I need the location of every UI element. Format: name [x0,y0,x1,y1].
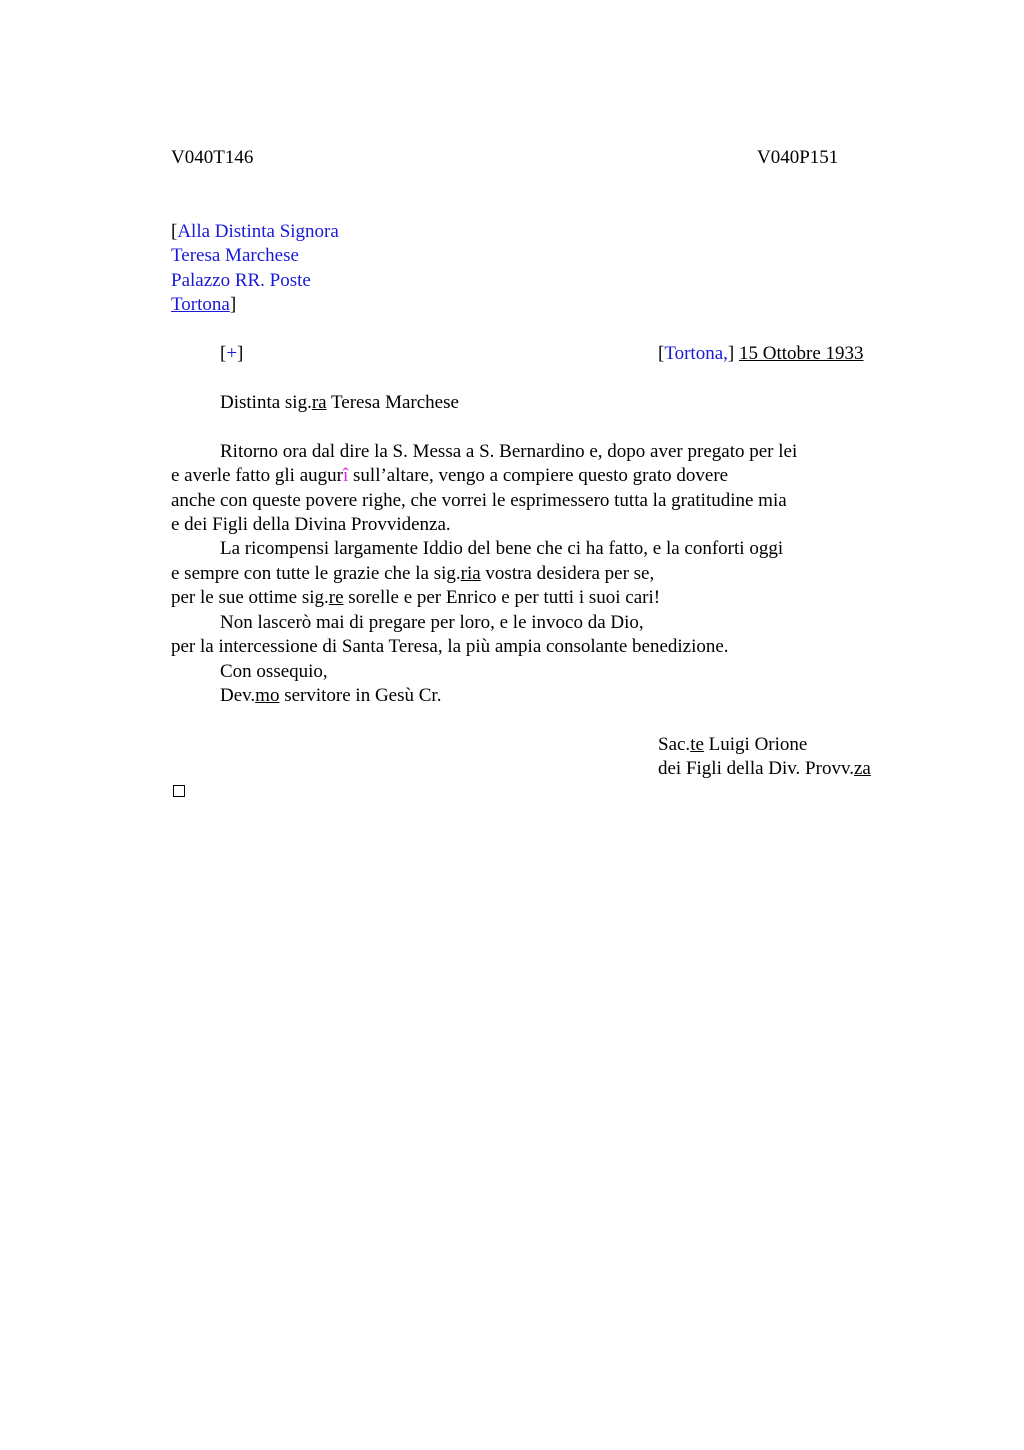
document-code-right: V040P151 [757,147,839,168]
body-line: Con ossequio, [220,661,328,682]
body-line: per la intercessione di Santa Teresa, la più ampia consolante benedizione. [171,636,729,657]
body-line: e sempre con tutte le grazie che la sig.ria vostra desidera per se, [171,563,655,584]
salutation: Distinta sig.ra Teresa Marchese [220,392,459,413]
body-line: e averle fatto gli augurî sull’altare, vengo a compiere questo grato dovere [171,465,729,486]
end-square-icon [173,785,185,797]
body-line: per le sue ottime sig.re sorelle e per Enrico e per tutti i suoi cari! [171,587,661,608]
body-line: anche con queste povere righe, che vorrei le esprimessero tutta la gratitudine mia [171,490,787,511]
address-line-4: Tortona] [171,294,237,315]
signature-line-2: dei Figli della Div. Provv.za [658,758,871,779]
document-code-left: V040T146 [171,147,254,168]
address-line-1: [Alla Distinta Signora [171,221,339,242]
body-line: e dei Figli della Divina Provvidenza. [171,514,451,535]
body-line: La ricompensi largamente Iddio del bene che ci ha fatto, e la conforti oggi [220,538,784,559]
signature-line-1: Sac.te Luigi Orione [658,734,808,755]
letter-date: 15 Ottobre 1933 [738,343,864,364]
address-line-2: Teresa Marchese [171,245,299,266]
cross-mark: [+] [220,343,244,364]
address-line-3: Palazzo RR. Poste [171,270,311,291]
body-line: Non lascerò mai di pregare per loro, e le invoco da Dio, [220,612,644,633]
body-line: Dev.mo servitore in Gesù Cr. [220,685,442,706]
dateline: [Tortona,] 15 Ottobre 1933 [658,343,864,364]
body-line: Ritorno ora dal dire la S. Messa a S. Bernardino e, dopo aver pregato per lei [220,441,798,462]
